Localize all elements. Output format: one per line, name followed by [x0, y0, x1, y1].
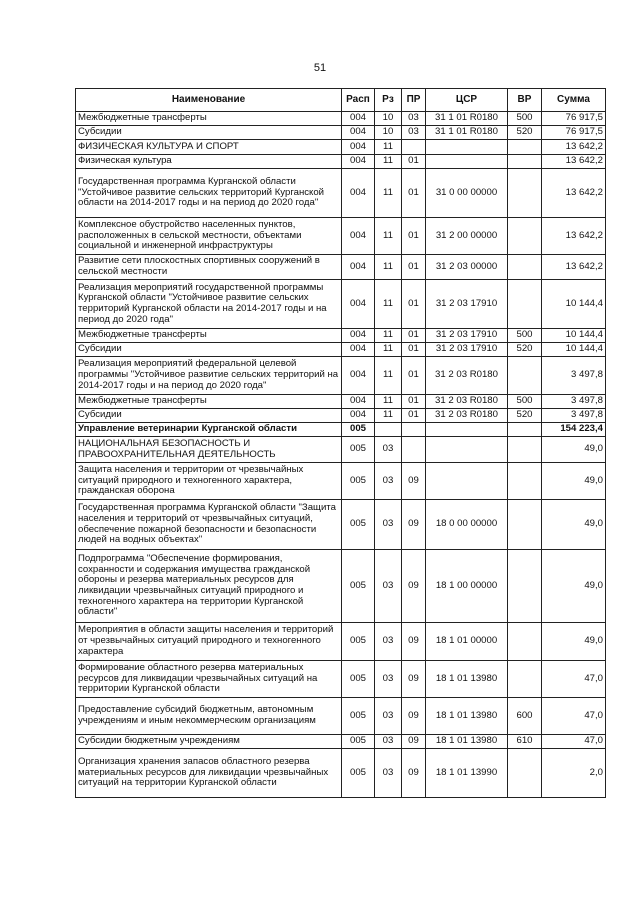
row-rz: 11: [375, 329, 402, 343]
row-pr: [402, 423, 426, 437]
row-rasp: 005: [342, 550, 375, 623]
row-rasp: 005: [342, 437, 375, 463]
row-csr: 31 2 03 17910: [426, 280, 508, 329]
header-csr: ЦСР: [426, 89, 508, 112]
row-rasp: 004: [342, 395, 375, 409]
row-rz: 11: [375, 280, 402, 329]
row-pr: 01: [402, 155, 426, 169]
row-sum: 10 144,4: [542, 280, 606, 329]
row-rz: 03: [375, 437, 402, 463]
row-vr: [508, 218, 542, 255]
row-vr: [508, 423, 542, 437]
table-header-row: [76, 89, 606, 112]
row-rz: 11: [375, 169, 402, 218]
row-csr: 18 1 01 13990: [426, 749, 508, 798]
row-pr: 09: [402, 623, 426, 661]
row-rasp: 004: [342, 218, 375, 255]
row-rasp: 005: [342, 500, 375, 550]
table-row: [76, 140, 606, 155]
header-rasp: Расп: [342, 89, 375, 112]
row-vr: 520: [508, 343, 542, 357]
table-row: [76, 395, 606, 409]
row-sum: 154 223,4: [542, 423, 606, 437]
row-rasp: 005: [342, 749, 375, 798]
row-sum: 13 642,2: [542, 169, 606, 218]
row-csr: 31 1 01 R0180: [426, 126, 508, 140]
row-vr: [508, 155, 542, 169]
row-sum: 3 497,8: [542, 409, 606, 423]
row-vr: [508, 280, 542, 329]
row-rz: 11: [375, 140, 402, 155]
row-rasp: 005: [342, 698, 375, 735]
row-sum: 49,0: [542, 463, 606, 500]
row-name: Подпрограмма "Обеспечение формирования, сохранности и содержания имущества гражданской обороны и резерва материальных ресурсов для ликвидации чрезвычайных ситуаций природного и техногенного характера на территории Курганской области": [76, 550, 342, 623]
row-pr: 09: [402, 550, 426, 623]
row-rz: 10: [375, 112, 402, 126]
row-name: Субсидии: [76, 126, 342, 140]
row-rz: 03: [375, 623, 402, 661]
table-row: [76, 343, 606, 357]
row-vr: [508, 623, 542, 661]
row-vr: [508, 255, 542, 280]
table-row: [76, 437, 606, 463]
row-rasp: 004: [342, 169, 375, 218]
row-sum: 47,0: [542, 698, 606, 735]
row-csr: 31 2 03 00000: [426, 255, 508, 280]
row-name: Реализация мероприятий государственной программы Курганской области "Устойчивое развитие сельских территорий Курганской области на 2014-2017 годы и на период до 2020 года": [76, 280, 342, 329]
table-row: [76, 280, 606, 329]
row-sum: 49,0: [542, 550, 606, 623]
header-name: Наименование: [76, 89, 342, 112]
row-name: Защита населения и территории от чрезвычайных ситуаций природного и техногенного характера, гражданская оборона: [76, 463, 342, 500]
row-pr: 01: [402, 357, 426, 395]
row-pr: 09: [402, 698, 426, 735]
row-sum: 2,0: [542, 749, 606, 798]
row-rasp: 004: [342, 255, 375, 280]
row-vr: [508, 140, 542, 155]
row-rz: 11: [375, 155, 402, 169]
row-pr: 01: [402, 169, 426, 218]
row-rasp: 005: [342, 661, 375, 698]
row-csr: [426, 423, 508, 437]
table-row: [76, 500, 606, 550]
row-vr: [508, 463, 542, 500]
table-row: [76, 218, 606, 255]
row-csr: 18 1 01 00000: [426, 623, 508, 661]
table-row: [76, 463, 606, 500]
row-pr: 03: [402, 126, 426, 140]
row-sum: 47,0: [542, 661, 606, 698]
row-name: Субсидии: [76, 343, 342, 357]
row-csr: 31 2 03 17910: [426, 329, 508, 343]
row-pr: 09: [402, 463, 426, 500]
row-name: Государственная программа Курганской области "Защита населения и территорий от чрезвычайных ситуаций, обеспечение пожарной безопасности и безопасности людей на водных объектах": [76, 500, 342, 550]
row-pr: 01: [402, 395, 426, 409]
row-name: Межбюджетные трансферты: [76, 329, 342, 343]
row-sum: 49,0: [542, 623, 606, 661]
row-pr: 01: [402, 280, 426, 329]
row-csr: 31 0 00 00000: [426, 169, 508, 218]
row-name: Реализация мероприятий федеральной целевой программы "Устойчивое развитие сельских территорий на 2014-2017 годы и на период до 2020 года": [76, 357, 342, 395]
row-name: Физическая культура: [76, 155, 342, 169]
row-sum: 76 917,5: [542, 126, 606, 140]
row-rasp: 004: [342, 126, 375, 140]
header-rz: Рз: [375, 89, 402, 112]
row-rz: 03: [375, 735, 402, 749]
row-csr: 18 1 01 13980: [426, 698, 508, 735]
row-rasp: 004: [342, 329, 375, 343]
row-rz: 11: [375, 255, 402, 280]
header-sum: Сумма: [542, 89, 606, 112]
row-name: ФИЗИЧЕСКАЯ КУЛЬТУРА И СПОРТ: [76, 140, 342, 155]
row-pr: 09: [402, 500, 426, 550]
row-rz: 11: [375, 409, 402, 423]
row-vr: 500: [508, 395, 542, 409]
row-rasp: 005: [342, 423, 375, 437]
row-rz: 11: [375, 343, 402, 357]
row-name: Управление ветеринарии Курганской области: [76, 423, 342, 437]
budget-table: [75, 88, 606, 798]
table-row: [76, 329, 606, 343]
row-rasp: 004: [342, 409, 375, 423]
row-pr: 01: [402, 343, 426, 357]
row-sum: 13 642,2: [542, 255, 606, 280]
row-rz: 03: [375, 550, 402, 623]
row-sum: 3 497,8: [542, 357, 606, 395]
row-name: Комплексное обустройство населенных пунктов, расположенных в сельской местности, объектами социальной и инженерной инфраструктуры: [76, 218, 342, 255]
row-csr: 18 1 01 13980: [426, 661, 508, 698]
row-vr: 520: [508, 409, 542, 423]
table-row: [76, 698, 606, 735]
row-rz: 11: [375, 395, 402, 409]
table-row: [76, 112, 606, 126]
row-rz: 03: [375, 698, 402, 735]
row-csr: [426, 140, 508, 155]
row-rasp: 005: [342, 735, 375, 749]
row-name: НАЦИОНАЛЬНАЯ БЕЗОПАСНОСТЬ И ПРАВООХРАНИТЕЛЬНАЯ ДЕЯТЕЛЬНОСТЬ: [76, 437, 342, 463]
row-vr: 520: [508, 126, 542, 140]
row-csr: 31 1 01 R0180: [426, 112, 508, 126]
row-pr: [402, 140, 426, 155]
table-row: [76, 357, 606, 395]
row-vr: 610: [508, 735, 542, 749]
row-sum: 49,0: [542, 500, 606, 550]
row-name: Мероприятия в области защиты населения и территорий от чрезвычайных ситуаций природного и техногенного характера: [76, 623, 342, 661]
table-row: [76, 661, 606, 698]
row-vr: [508, 437, 542, 463]
row-rasp: 005: [342, 463, 375, 500]
row-rz: 03: [375, 749, 402, 798]
row-vr: [508, 357, 542, 395]
row-name: Субсидии бюджетным учреждениям: [76, 735, 342, 749]
row-rasp: 004: [342, 140, 375, 155]
row-rasp: 004: [342, 112, 375, 126]
row-pr: 09: [402, 749, 426, 798]
row-csr: 18 0 00 00000: [426, 500, 508, 550]
row-sum: 3 497,8: [542, 395, 606, 409]
row-rz: 11: [375, 357, 402, 395]
row-rz: 03: [375, 661, 402, 698]
row-vr: 600: [508, 698, 542, 735]
row-pr: 03: [402, 112, 426, 126]
row-sum: 76 917,5: [542, 112, 606, 126]
row-rasp: 004: [342, 357, 375, 395]
row-name: Субсидии: [76, 409, 342, 423]
row-sum: 13 642,2: [542, 218, 606, 255]
header-vr: ВР: [508, 89, 542, 112]
row-pr: 09: [402, 661, 426, 698]
row-csr: 31 2 03 17910: [426, 343, 508, 357]
row-sum: 49,0: [542, 437, 606, 463]
row-rz: 11: [375, 218, 402, 255]
table-row: [76, 126, 606, 140]
row-pr: 09: [402, 735, 426, 749]
row-csr: 31 2 03 R0180: [426, 395, 508, 409]
row-name: Предоставление субсидий бюджетным, автономным учреждениям и иным некоммерческим организациям: [76, 698, 342, 735]
row-name: Межбюджетные трансферты: [76, 395, 342, 409]
table-row: [76, 550, 606, 623]
row-name: Формирование областного резерва материальных ресурсов для ликвидации чрезвычайных ситуаций на территории Курганской области: [76, 661, 342, 698]
row-sum: 10 144,4: [542, 329, 606, 343]
row-pr: 01: [402, 255, 426, 280]
row-pr: [402, 437, 426, 463]
row-name: Организация хранения запасов областного резерва материальных ресурсов для ликвидации чрезвычайных ситуаций на территории Курганской области: [76, 749, 342, 798]
row-vr: [508, 661, 542, 698]
row-csr: 31 2 03 R0180: [426, 357, 508, 395]
row-csr: 31 2 00 00000: [426, 218, 508, 255]
page-number: 51: [313, 62, 327, 74]
row-pr: 01: [402, 329, 426, 343]
header-pr: ПР: [402, 89, 426, 112]
row-vr: [508, 169, 542, 218]
table-row: [76, 749, 606, 798]
row-csr: 18 1 01 13980: [426, 735, 508, 749]
table-row: [76, 423, 606, 437]
table-row: [76, 169, 606, 218]
row-rz: 03: [375, 463, 402, 500]
row-csr: 18 1 00 00000: [426, 550, 508, 623]
row-csr: [426, 463, 508, 500]
row-vr: 500: [508, 329, 542, 343]
row-vr: [508, 550, 542, 623]
row-sum: 10 144,4: [542, 343, 606, 357]
row-pr: 01: [402, 218, 426, 255]
row-csr: [426, 155, 508, 169]
row-rasp: 004: [342, 280, 375, 329]
table-row: [76, 255, 606, 280]
row-rasp: 004: [342, 343, 375, 357]
row-sum: 47,0: [542, 735, 606, 749]
row-csr: 31 2 03 R0180: [426, 409, 508, 423]
row-sum: 13 642,2: [542, 140, 606, 155]
table-row: [76, 735, 606, 749]
row-sum: 13 642,2: [542, 155, 606, 169]
row-name: Развитие сети плоскостных спортивных сооружений в сельской местности: [76, 255, 342, 280]
row-rasp: 004: [342, 155, 375, 169]
table-row: [76, 409, 606, 423]
row-name: Государственная программа Курганской области "Устойчивое развитие сельских территорий Курганской области на 2014-2017 годы и на период до 2020 года": [76, 169, 342, 218]
row-vr: 500: [508, 112, 542, 126]
row-pr: 01: [402, 409, 426, 423]
row-vr: [508, 500, 542, 550]
row-vr: [508, 749, 542, 798]
table-row: [76, 155, 606, 169]
row-csr: [426, 437, 508, 463]
row-rz: [375, 423, 402, 437]
row-name: Межбюджетные трансферты: [76, 112, 342, 126]
table-row: [76, 623, 606, 661]
row-rz: 03: [375, 500, 402, 550]
row-rz: 10: [375, 126, 402, 140]
row-rasp: 005: [342, 623, 375, 661]
